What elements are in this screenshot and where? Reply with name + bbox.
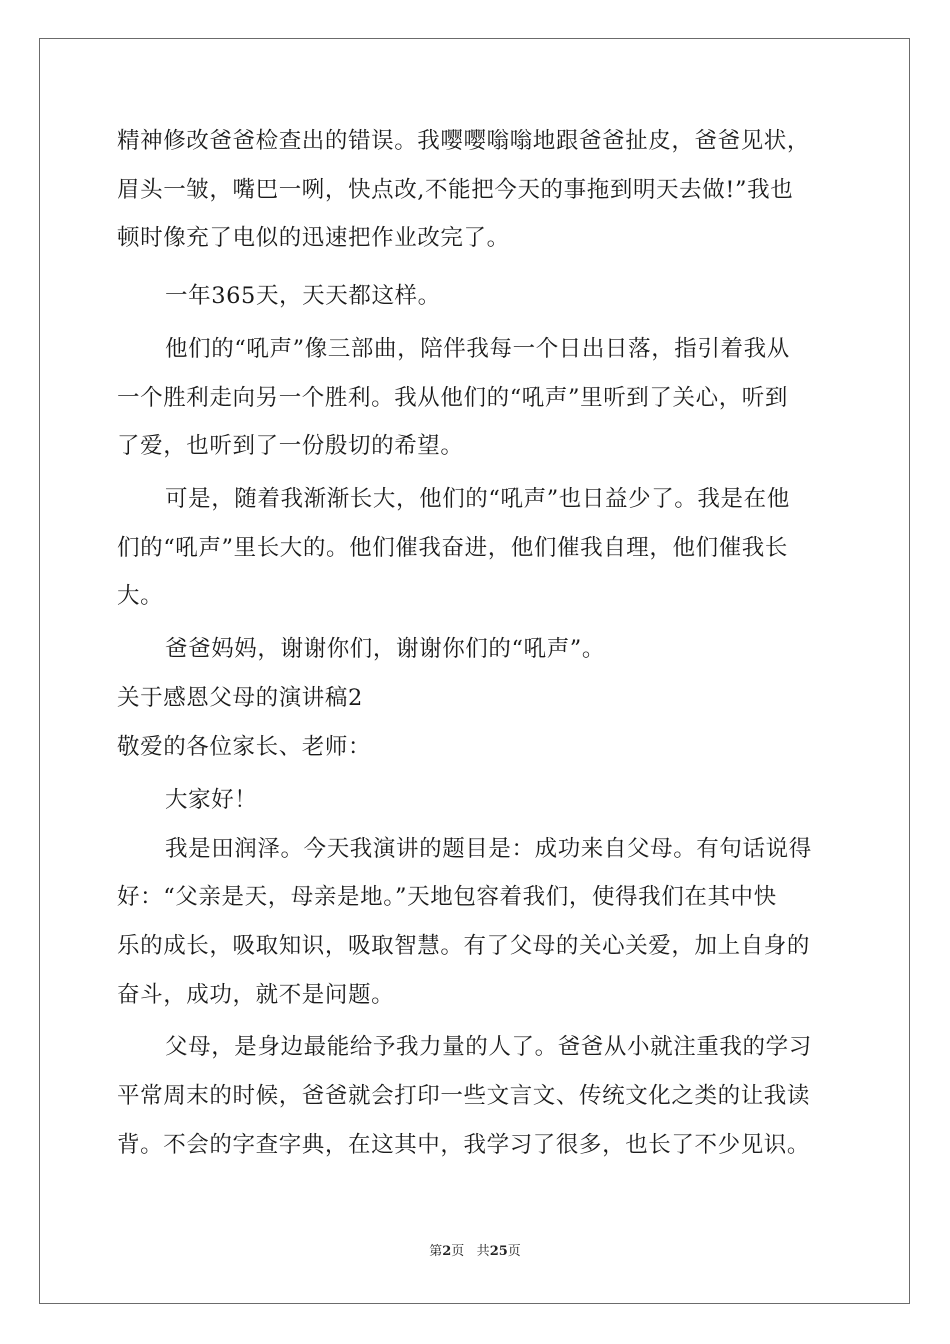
- current-page-number: 2: [442, 1244, 452, 1259]
- text-line: 眉头一皱，嘴巴一咧，快点改,不能把今天的事拖到明天去做!”我也: [117, 176, 794, 203]
- text-line: 大。: [117, 583, 164, 609]
- text-line: 顿时像充了电似的迅速把作业改完了。: [117, 225, 510, 251]
- text-line: 我是田润泽。今天我演讲的题目是：成功来自父母。有句话说得: [165, 836, 812, 862]
- text-line: 奋斗，成功，就不是问题。: [117, 982, 395, 1008]
- text-line: 了爱，也听到了一份殷切的希望。: [117, 433, 464, 459]
- footer-prefix: 第: [429, 1244, 443, 1259]
- footer-page-suffix: 页: [451, 1244, 465, 1259]
- text-line: 平常周末的时候，爸爸就会打印一些文言文、传统文化之类的让我读: [117, 1083, 811, 1109]
- text-line: 他们的“吼声”像三部曲，陪伴我每一个日出日落，指引着我从: [165, 336, 790, 362]
- text-line: 爸爸妈妈，谢谢你们，谢谢你们的“吼声”。: [165, 636, 606, 662]
- text-line: 父母，是身边最能给予我力量的人了。爸爸从小就注重我的学习: [165, 1034, 812, 1060]
- text-line: 乐的成长，吸取知识，吸取智慧。有了父母的关心关爱，加上自身的: [117, 933, 811, 959]
- text-line: 一个胜利走向另一个胜利。我从他们的“吼声”里听到了关心，听到: [117, 385, 789, 411]
- footer-total-suffix: 页: [507, 1244, 521, 1259]
- total-page-count: 25: [489, 1244, 508, 1259]
- text-line: 背。不会的字查字典，在这其中，我学习了很多，也长了不少见识。: [117, 1132, 811, 1158]
- text-line: 可是，随着我渐渐长大，他们的“吼声”也日益少了。我是在他: [165, 486, 790, 512]
- text-line: 好：“父亲是天，母亲是地。”天地包容着我们，使得我们在其中快: [117, 884, 777, 910]
- salutation: 敬爱的各位家长、老师：: [117, 734, 372, 760]
- section-heading: 关于感恩父母的演讲稿2: [117, 685, 363, 711]
- greeting: 大家好！: [165, 787, 258, 813]
- text-line: 一年365天，天天都这样。: [165, 283, 441, 309]
- text-line: 们的“吼声”里长大的。他们催我奋进，他们催我自理，他们催我长: [117, 535, 789, 561]
- text-line: 精神修改爸爸检查出的错误。我嘤嘤嗡嗡地跟爸爸扯皮，爸爸见状，: [117, 128, 811, 154]
- page-footer: [0, 1240, 950, 1259]
- footer-total-prefix: 共: [476, 1244, 490, 1259]
